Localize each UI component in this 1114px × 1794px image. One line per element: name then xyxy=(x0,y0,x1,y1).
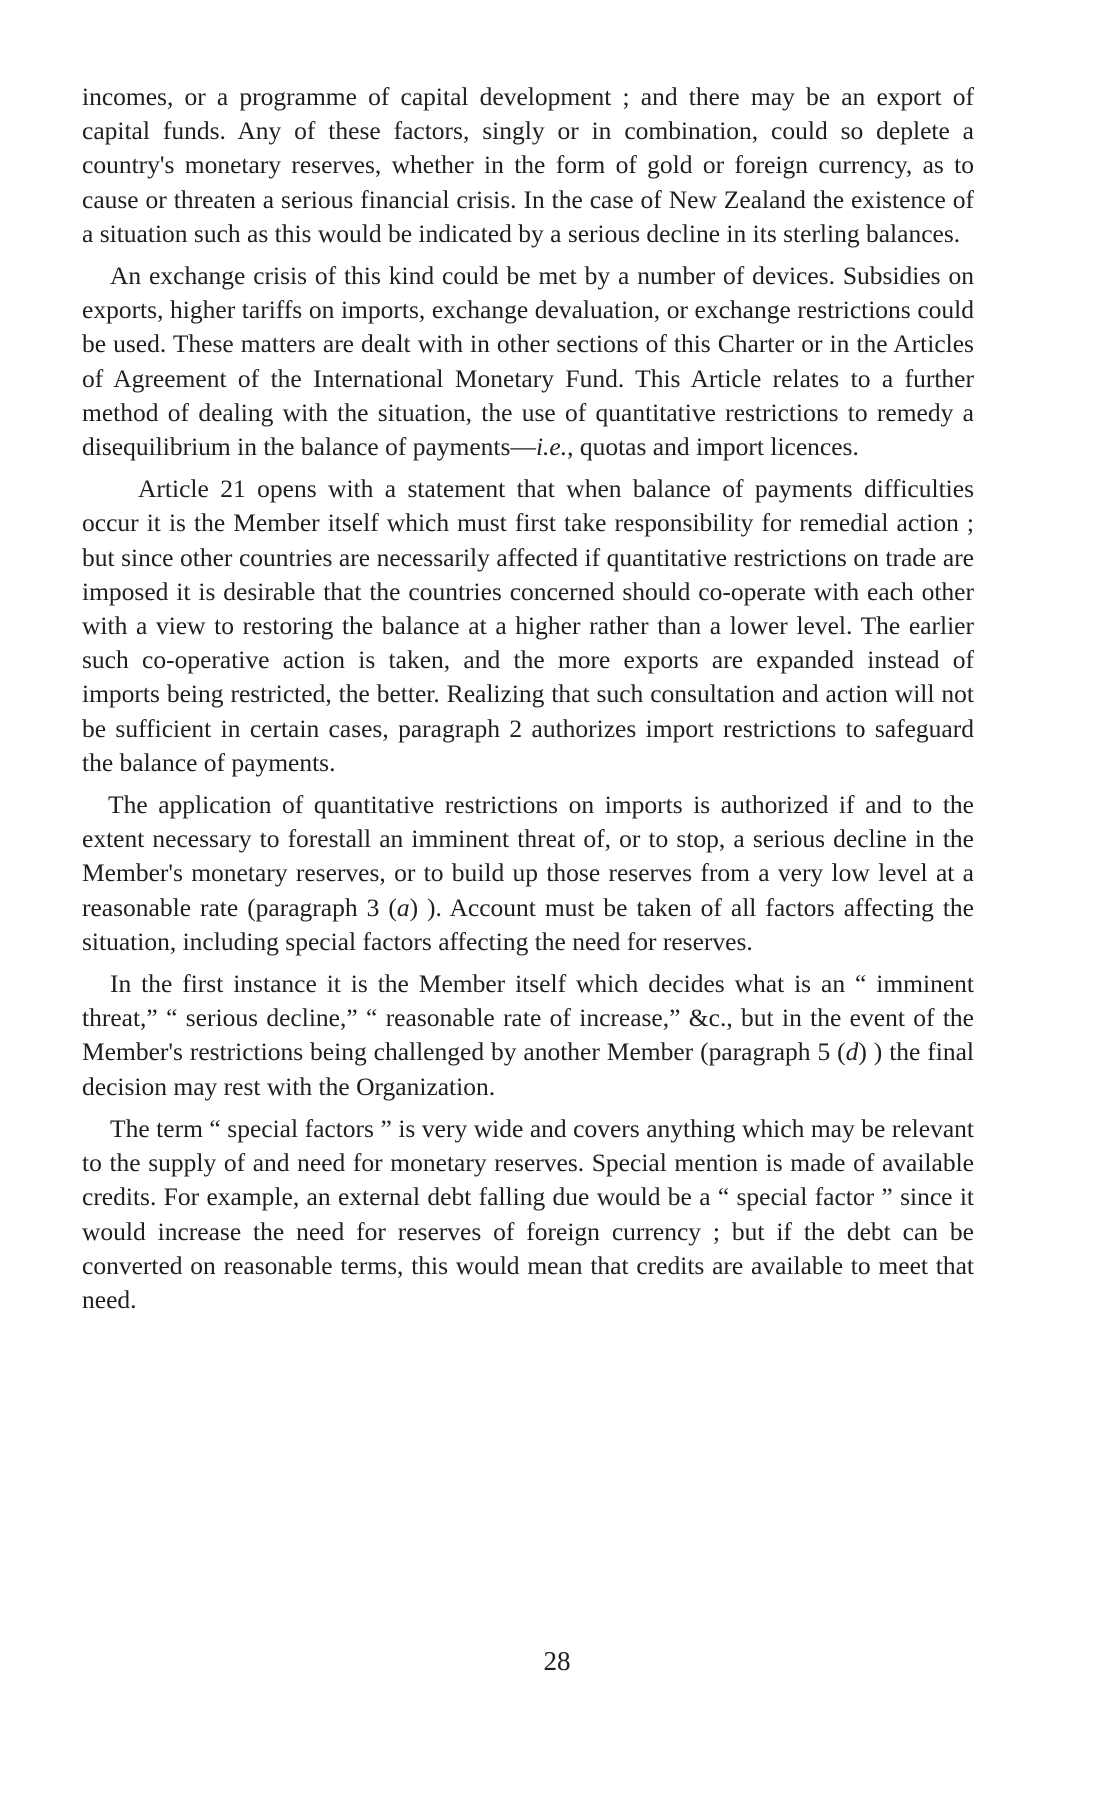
paragraph-5-italic-d: d xyxy=(845,1037,859,1067)
paragraph-2-text-end: , quotas and import licences. xyxy=(567,432,859,462)
paragraph-2-ie: i.e. xyxy=(535,432,568,462)
paragraph-4-text: The application of quantitative restrictions on imports is authorized if and to the extent necessary to forestall an imminent threat of, or to stop, a serious decline in the Member's monetary reserves, or to build up those reserves from a very low level at a reasonable rate (paragraph 3 ( xyxy=(82,790,974,922)
paragraph-1: incomes, or a programme of capital development ; and there may be an export of capital funds. Any of these factors, singly or in combination, could so deplete a country's monetary reserves, whether in the form of gold or foreign currency, as to cause or threaten a serious financial crisis. In the case of New Zealand the existence of a situation such as this would be indicated by a serious decline in its sterling balances. xyxy=(82,82,974,248)
paragraph-5 xyxy=(82,967,974,1104)
paragraph-3: Article 21 opens with a statement that when balance of payments difficulties occur it is the Member itself which must first take responsibility for remedial action ; but since other countries are necessarily affected if quantitative restrictions on trade are imposed it is desirable that the countries concerned should co-operate with each other with a view to restoring the balance at a higher rather than a lower level. The earlier such co-operative action is taken, and the more exports are expanded instead of imports being restricted, the better. Realizing that such consultation and action will not be sufficient in certain cases, paragraph 2 authorizes import restrictions to safeguard the balance of payments. xyxy=(82,474,974,777)
paragraph-4-text-end: ) ). Account must be taken of all factors affecting the situation, including special factors affecting the need for reserves. xyxy=(82,892,974,956)
paragraph-4-italic-a: a xyxy=(396,892,410,922)
paragraph-2-text: An exchange crisis of this kind could be met by a number of devices. Subsidies on exports, higher tariffs on imports, exchange devaluation, or exchange restrictions could be used. These matters are dealt with in other sections of this Charter or in the Articles of Agreement of the International Monetary Fund. This Article relates to a further method of dealing with the situation, the use of quantitative restrictions to remedy a disequilibrium in the balance of payments— xyxy=(82,261,974,462)
page-number: 28 xyxy=(543,1646,571,1676)
body-text xyxy=(82,80,974,1325)
paragraph-4 xyxy=(82,788,974,959)
paragraph-2 xyxy=(82,259,974,464)
paragraph-5-text-end: ) ) the final decision may rest with the Organization. xyxy=(82,1037,975,1101)
paragraph-6: The term “ special factors ” is very wide and covers anything which may be relevant to the supply of and need for monetary reserves. Special mention is made of available credits. For example, an external debt falling due would be a “ special factor ” since it would increase the need for reserves of foreign currency ; but if the debt can be converted on reasonable terms, this would mean that credits are available to meet that need. xyxy=(82,1113,974,1314)
paragraph-5-text: In the first instance it is the Member itself which decides what is an “ imminent threat,” “ serious decline,” “ reasonable rate of increase,” &c., but in the event of the Member's restrictions being challenged by another Member (paragraph 5 ( xyxy=(82,969,974,1067)
